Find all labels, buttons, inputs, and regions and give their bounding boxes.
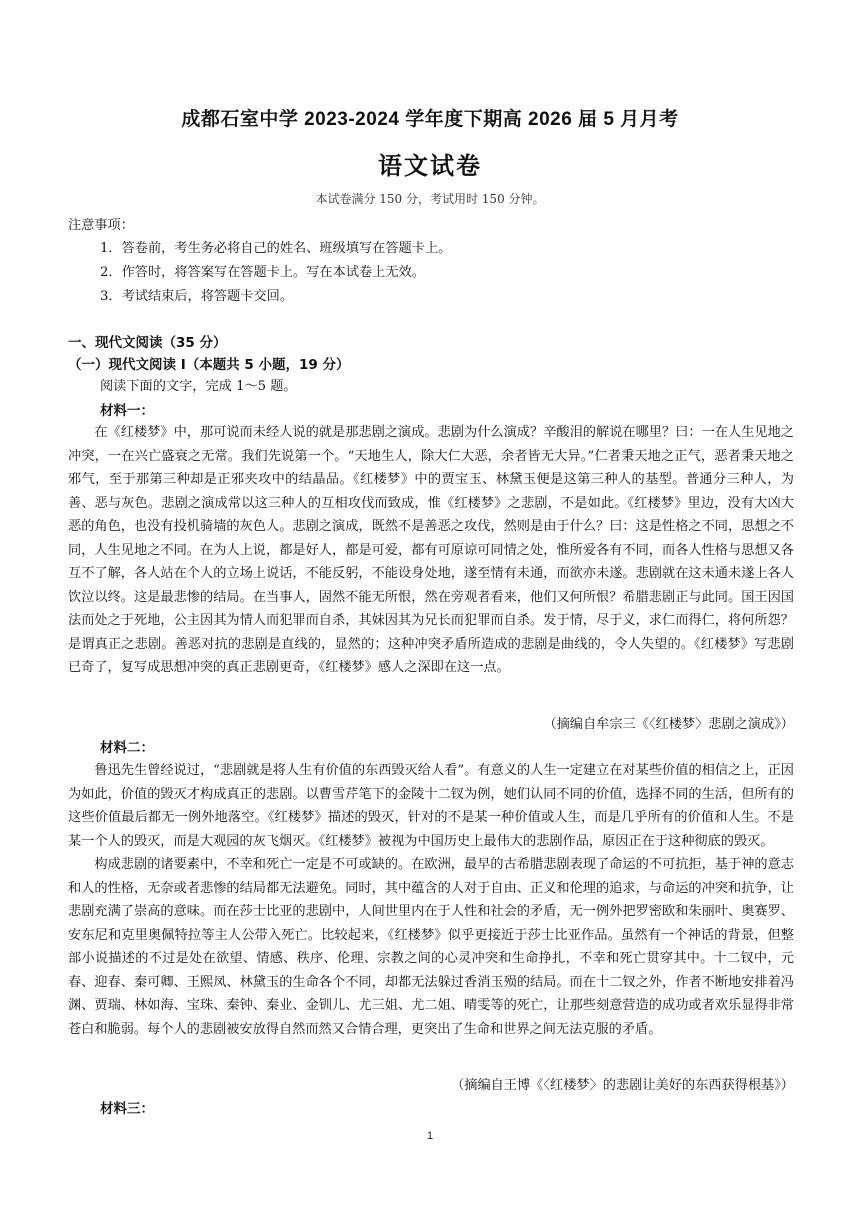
page-number: 1 bbox=[426, 1130, 434, 1142]
material-1-paragraph: 在《红楼梦》中，那可说而未经人说的就是那悲剧之演成。悲剧为什么演成？辛酸泪的解说在哪里？曰：一在人生见地之冲突，一在兴亡盛衰之无常。我们先说第一个。“天地生人，除大仁大恶，余者皆无大异。”仁者秉天地之正气，恶者秉天地之邪气，至于那第三种却是正邪夹攻中的结晶品。《红楼梦》中的贾宝玉、林黛玉便是这第三种人的基型。普通分三种人，为善、恶与灰色。悲剧之演成常以这三种人的互相攻伐而致成，惟《红楼梦》之悲剧，不是如此。《红楼梦》里边，没有大凶大恶的角色，也没有投机骑墙的灰色人。悲剧之演成，既然不是善恶之攻伐，然则是由于什么？曰：这是性格之不同，思想之不同，人生见地之不同。在为人上说，都是好人，都是可爱，都有可原谅可同情之处，惟所爱各有不同，而各人性格与思想又各互不了解，各人站在个人的立场上说话，不能反躬，不能设身处地，遂至情有未通，而欲亦未遂。悲剧就在这未通未遂上各人饮泣以终。这是最悲惨的结局。在当事人，固然不能无所恨，然在旁观者看来，他们又何所恨？希腊悲剧正与此同。国王因国法而处之于死地，公主因其为情人而犯罪而自杀，其妹因其为兄长而犯罪而自杀。发于情，尽于义，求仁而得仁，将何所怨？是谓真正之悲剧。善恶对抗的悲剧是直线的，显然的；这种冲突矛盾所造成的悲剧是曲线的，令人失望的。《红楼梦》写悲剧已奇了，复写成思想冲突的真正悲剧更奇，《红楼梦》感人之深即在这一点。 bbox=[68, 425, 794, 675]
material-2-source: （摘编自王博《〈红楼梦〉的悲剧让美好的东西获得根基》） bbox=[451, 1078, 794, 1093]
material-3-label: 材料三： bbox=[100, 1101, 154, 1117]
material-2-paragraph: 鲁迅先生曾经说过，“悲剧就是将人生有价值的东西毁灭给人看”。有意义的人生一定建立在对某些价值的相信之上，正因为如此，价值的毁灭才构成真正的悲剧。以曹雪芹笔下的金陵十二钗为例，她们认同不同的价值，选择不同的生活，但所有的这些价值最后都无一例外地落空。《红楼梦》描述的毁灭，针对的不是某一种价值或人生，而是几乎所有的价值和人生。不是某一个人的毁灭，而是大观园的灰飞烟灭。《红楼梦》被视为中国历史上最伟大的悲剧作品，原因正在于这种彻底的毁灭。 bbox=[68, 763, 794, 849]
material-1-source: （摘编自牟宗三《〈红楼梦〉悲剧之演成》） bbox=[543, 717, 794, 732]
reading-instruction: 阅读下面的文字，完成 1～5 题。 bbox=[100, 379, 297, 394]
subsection-heading: （一）现代文阅读 I（本题共 5 小题，19 分） bbox=[68, 357, 350, 373]
notice-heading: 注意事项： bbox=[68, 218, 134, 233]
notice-list bbox=[100, 237, 451, 309]
exam-title: 成都石室中学 2023-2024 学年度下期高 2026 届 5 月月考 bbox=[181, 109, 679, 130]
section-heading: 一、现代文阅读（35 分） bbox=[68, 335, 227, 351]
notice-item: 2．作答时，将答案写在答题卡上。写在本试卷上无效。 bbox=[100, 265, 425, 280]
notice-item: 3．考试结束后，将答题卡交回。 bbox=[100, 289, 294, 304]
material-2-label: 材料二： bbox=[100, 740, 154, 756]
material-1-label: 材料一： bbox=[100, 403, 154, 419]
material-1-body bbox=[68, 421, 794, 680]
material-2-paragraph: 构成悲剧的诸要素中，不幸和死亡一定是不可或缺的。在欧洲，最早的古希腊悲剧表现了命运的不可抗拒，基于神的意志和人的性格，无奈或者悲惨的结局都无法避免。同时，其中蕴含的人对于自由、正义和伦理的追求，与命运的冲突和抗争，让悲剧充满了崇高的意味。而在莎士比亚的悲剧中，人间世里内在于人性和社会的矛盾，无一例外把罗密欧和朱丽叶、奥赛罗、安东尼和克里奥佩特拉等主人公带入死亡。比较起来，《红楼梦》似乎更接近于莎士比亚作品。虽然有一个神话的背景，但整部小说描述的不过是处在欲望、情感、秩序、伦理、宗教之间的心灵冲突和生命挣扎，不幸和死亡贯穿其中。十二钗中，元春、迎春、秦可卿、王熙凤、林黛玉的生命各个不同，却都无法躲过香消玉殒的结局。而在十二钗之外，作者不断地安排着冯渊、贾瑞、林如海、宝珠、秦钟、秦业、金钏儿、尤三姐、尤二姐、晴雯等的死亡，让那些刻意营造的成功或者欢乐显得非常苍白和脆弱。每个人的悲剧被安放得自然而然又合情合理，更突出了生命和世界之间无法克服的矛盾。 bbox=[68, 857, 794, 1037]
exam-info: 本试卷满分 150 分，考试用时 150 分钟。 bbox=[315, 192, 545, 206]
notice-item: 1．答卷前，考生务必将自己的姓名、班级填写在答题卡上。 bbox=[100, 241, 452, 256]
material-2-body bbox=[68, 759, 794, 1041]
exam-subject-title: 语文试卷 bbox=[378, 152, 482, 180]
